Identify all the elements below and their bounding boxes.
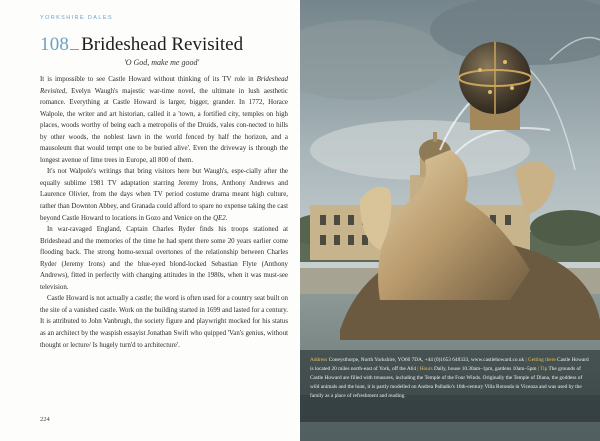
caption-address-label: Address — [310, 357, 328, 363]
caption-getting-label: Getting there — [527, 357, 556, 363]
chapter-number: 108 — [40, 34, 70, 55]
photo-caption: Address Coneysthorpe, North Yorkshire, YO60 7DA, +44 (0)1653 648333, www.castlehoward.co.uk | Getting there Castle Howard is located 20 miles north-east of York, off the A64 | Hours Daily, house 10.30am–1pm, gardens 10am–5pm | Tip The grounds of Castle Howard are filled with treasures, including the Temple of the Four Winds. Originally the Temple of Diana, the goddess of wild animals and the hunt, it is partly modelled on Andrea Palladio's 16th-century Villa Rotonda in Vicenza and was used by the family as a place of refreshment and reading. — [310, 357, 589, 400]
caption-hours-label: Hours — [419, 366, 433, 373]
caption-tip-label: Tip — [540, 366, 548, 373]
caption-hours: Daily, house 10.30am–1pm, gardens 10am–5pm — [433, 366, 537, 373]
chapter-rule — [70, 49, 79, 50]
caption-getting: Castle Howard is located 20 miles north-east of York, off the A64 — [310, 357, 589, 373]
paragraph-4: Castle Howard is not actually a castle; the word is often used for a country seat built on the site of a vanished castle. Work on the building started in 1699 and lasted for a century. It is attributed to John Vanbrugh, the society figure and playwright mocked for his status as an architect by the waspish essayist Jonathan Swift who quipped 'Van's genius, without thought or lecture/ Is hugely turn'd to architecture'. — [40, 295, 288, 349]
body-text — [40, 74, 288, 351]
chapter-heading — [40, 34, 243, 56]
paragraph-2: It's not Walpole's writings that bring visitors here but Waugh's, espe-cially after the equally sublime 1981 TV adaptation starring Jeremy Irons, Anthony Andrews and Laurence Olivier, from the days when TV period costume drama meant high culture, rather than Downton Abbey, and Granada could afford to spare no expense taking the cast beyond Castle Howard to locations in Gozo and Venice on the QE2. — [40, 168, 288, 222]
paragraph-3: In war-ravaged England, Captain Charles Ryder finds his troops stationed at Brideshead and the memories of the time he had spent there some 20 years earlier come flooding back. The strong homo-sexual overtones of the relationship between Charles Ryder (Jeremy Irons) and the blue-eyed blond-locked Sebastian Flyte (Anthony Andrews), fitted in perfectly with changing attitudes in the 1980s, when it was must-see television. — [40, 226, 288, 291]
chapter-title: Brideshead Revisited — [81, 34, 244, 55]
paragraph-1: It is impossible to see Castle Howard without thinking of its TV role in Brideshead Revisited, Evelyn Waugh's majestic war-time novel, the ultimate in lush aesthetic romance. Everything at Castle Howard is larger, bigger, grander. In 1772, Horace Walpole, the writer and art historian, called it a 'town, a fortified city, temples on high places, woods worthy of being each a metropolis of the Druids, vales con-nected to hills by other woods, the noblest lawn in the world fenced by half the horizon, and a mausoleum that would tempt one to be buried alive'. Even the driveway is through the longest avenue of lime trees in Europe, all 800 of them. — [40, 76, 288, 164]
caption-tip: The grounds of Castle Howard are filled with treasures, including the Temple of the Four Winds. Originally the Temple of Diana, the goddess of wild animals and the hunt, it is partly modelled on Andrea Palladio's 16th-century Villa Rotonda in Vicenza and was used by the family as a place of refreshment and reading. — [310, 366, 583, 400]
caption-address: Coneysthorpe, North Yorkshire, YO60 7DA, +44 (0)1653 648333, www.castlehoward.co.uk — [328, 357, 525, 363]
running-head: YORKSHIRE DALES — [40, 15, 113, 21]
page-number: 224 — [40, 416, 50, 423]
chapter-subtitle: 'O God, make me good' — [124, 58, 200, 67]
